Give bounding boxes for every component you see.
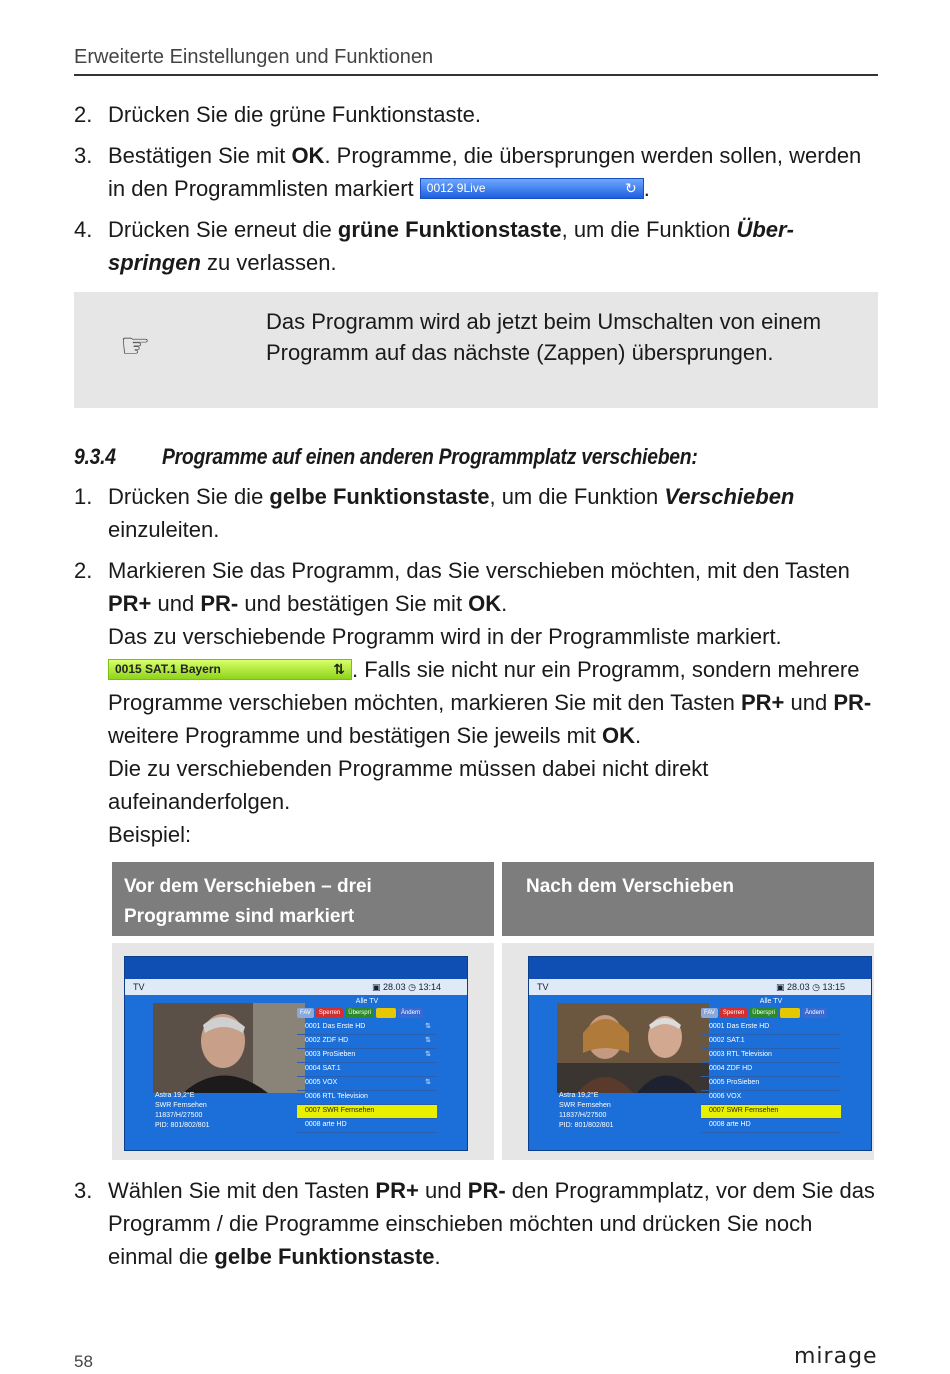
channel-name: 0004 SAT.1 — [305, 1065, 341, 1072]
info-line: Astra 19,2°E — [559, 1092, 599, 1099]
channel-name: 0008 arte HD — [305, 1121, 347, 1128]
list-buttons — [297, 1008, 437, 1018]
step-text: und — [151, 591, 201, 616]
step-text: Wählen Sie mit den Tasten — [108, 1178, 376, 1203]
bold-term: gelbe Funktionstaste — [269, 484, 490, 509]
section-number: 9.3.4 — [74, 444, 116, 469]
step-a-2 — [74, 98, 878, 131]
step-text: und bestätigen Sie mit — [238, 591, 469, 616]
list-title: Alle TV — [355, 998, 379, 1005]
step-text: Drücken Sie erneut die — [108, 217, 338, 242]
calendar-icon: ▣ — [372, 982, 381, 992]
step-b-2 — [74, 554, 878, 851]
channel-name: 0006 VOX — [709, 1093, 742, 1100]
ok-key-label: OK — [468, 591, 502, 616]
step-a-4 — [74, 213, 878, 279]
screen-clock — [372, 979, 441, 995]
bold-term: grüne Funktionstaste — [337, 217, 562, 242]
channel-name: 0001 Das Erste HD — [305, 1023, 366, 1030]
step-text: . — [643, 176, 650, 201]
step-text: zu verlassen. — [200, 250, 337, 275]
step-text: Drücken Sie die — [108, 484, 270, 509]
channel-row[interactable] — [297, 1021, 437, 1035]
move-mark-icon: ⇅ — [425, 1079, 431, 1086]
channel-row[interactable] — [297, 1119, 437, 1133]
step-text: den Programmplatz, vor dem Sie das Programm / die Programme einschieben möchten und drücken Sie noch einmal die — [108, 1178, 875, 1269]
skip-icon: ↻ — [625, 179, 637, 196]
list-title: Alle TV — [759, 998, 783, 1005]
channel-row[interactable] — [701, 1077, 841, 1091]
step-number: 3. — [74, 143, 93, 168]
step-text: Bestätigen Sie mit — [108, 143, 292, 168]
list-rows — [701, 1021, 841, 1133]
list-function-button[interactable]: Sperren — [720, 1008, 747, 1018]
clock-icon: ◷ — [812, 982, 820, 992]
running-header: Erweiterte Einstellungen und Funktionen — [74, 46, 434, 68]
channel-row[interactable] — [297, 1049, 437, 1063]
tv-label: TV — [537, 982, 549, 992]
ok-key-label: OK — [602, 723, 636, 748]
screenshot-after-frame — [502, 943, 874, 1160]
step-number: 2. — [74, 558, 93, 583]
channel-row[interactable] — [701, 1035, 841, 1049]
channel-name: 0004 ZDF HD — [709, 1065, 753, 1072]
bold-term: gelbe Funktionstaste — [214, 1244, 435, 1269]
channel-row[interactable] — [297, 1105, 437, 1119]
screenshot-before — [124, 956, 468, 1151]
channel-name: 0005 ProSieben — [709, 1079, 760, 1086]
step-text: . — [434, 1244, 441, 1269]
pr-plus-key: PR+ — [375, 1178, 419, 1203]
channel-row[interactable] — [701, 1049, 841, 1063]
channel-name: 0001 Das Erste HD — [709, 1023, 770, 1030]
clock-icon: ◷ — [408, 982, 416, 992]
header-rule — [74, 74, 878, 76]
screenshot-after — [528, 956, 872, 1151]
channel-row[interactable] — [297, 1063, 437, 1077]
tv-preview-image — [153, 1003, 305, 1093]
info-line: 11837/H/27500 — [155, 1112, 203, 1119]
pr-plus-key: PR+ — [108, 591, 152, 616]
ok-key-label: OK — [291, 143, 325, 168]
step-a-3 — [74, 139, 878, 205]
screen-time: 13:15 — [822, 982, 845, 992]
channel-info — [155, 1091, 210, 1131]
pr-minus-key: PR- — [833, 690, 872, 715]
step-number: 2. — [74, 102, 93, 127]
step-number: 4. — [74, 217, 93, 242]
step-text: . — [501, 591, 508, 616]
channel-name: 0007 SWR Fernsehen — [709, 1107, 779, 1114]
channel-name: 0007 SWR Fernsehen — [305, 1107, 375, 1114]
list-function-button[interactable]: Ändern — [398, 1008, 423, 1018]
function-name: Über-springen — [108, 217, 794, 275]
step-text: , um die Funktion — [489, 484, 665, 509]
step-b-1 — [74, 480, 878, 546]
info-line: PID: 801/802/801 — [155, 1122, 210, 1129]
screen-date: 28.03 — [787, 982, 810, 992]
channel-name: 0002 ZDF HD — [305, 1037, 349, 1044]
step-text: weitere Programme und bestätigen Sie jeweils mit — [108, 723, 603, 748]
function-name: Verschieben — [664, 484, 795, 509]
info-line: Astra 19,2°E — [155, 1092, 195, 1099]
pr-minus-key: PR- — [467, 1178, 506, 1203]
note-text: Das Programm wird ab jetzt beim Umschalten von einem Programm auf das nächste (Zappen) übersprungen. — [266, 309, 822, 365]
info-line: PID: 801/802/801 — [559, 1122, 614, 1129]
step-c-3 — [74, 1174, 878, 1273]
caption-before: Vor dem Verschieben – drei Programme sind markiert — [112, 862, 494, 936]
move-arrows-icon: ⇅ — [333, 660, 345, 677]
chip-label: 0015 SAT.1 Bayern — [115, 661, 221, 676]
page-number: 58 — [74, 1352, 93, 1371]
channel-row[interactable] — [701, 1091, 841, 1105]
step-text: , um die Funktion — [561, 217, 737, 242]
note-box — [74, 292, 878, 408]
pointing-hand-icon: ☞ — [120, 327, 151, 365]
channel-row[interactable] — [297, 1035, 437, 1049]
list-function-button[interactable]: FAV — [297, 1008, 314, 1018]
pr-minus-key: PR- — [200, 591, 239, 616]
moving-channel-chip — [108, 659, 352, 680]
screen-status-bar — [125, 979, 467, 995]
screen-time: 13:14 — [418, 982, 441, 992]
channel-name: 0002 SAT.1 — [709, 1037, 745, 1044]
section-title: Programme auf einen anderen Programmplatz verschieben: — [162, 444, 698, 469]
calendar-icon: ▣ — [776, 982, 785, 992]
info-line: SWR Fernsehen — [155, 1102, 207, 1109]
step-number: 3. — [74, 1178, 93, 1203]
channel-row[interactable] — [701, 1021, 841, 1035]
section-heading — [74, 444, 698, 470]
move-mark-icon: ⇅ — [425, 1051, 431, 1058]
info-line: 11837/H/27500 — [559, 1112, 607, 1119]
screen-clock — [776, 979, 845, 995]
skipped-channel-chip — [420, 178, 644, 199]
channel-row[interactable] — [297, 1091, 437, 1105]
step-text: . — [635, 723, 642, 748]
channel-name: 0008 arte HD — [709, 1121, 751, 1128]
channel-row[interactable] — [701, 1105, 841, 1119]
example-label: Beispiel: — [108, 822, 192, 847]
list-function-button[interactable] — [376, 1008, 396, 1018]
step-text: und — [418, 1178, 468, 1203]
channel-row[interactable] — [297, 1077, 437, 1091]
step-text: Markieren Sie das Programm, das Sie verschieben möchten, mit den Tasten — [108, 558, 850, 583]
tv-label: TV — [133, 982, 145, 992]
step-text: Die zu verschiebenden Programme müssen dabei nicht direkt aufeinanderfolgen. — [108, 756, 709, 814]
step-text: einzuleiten. — [108, 517, 220, 542]
step-text: . Falls sie nicht nur ein Programm, sondern mehrere Programme verschieben möchten, markieren Sie mit den Tasten — [108, 657, 860, 715]
channel-name: 0005 VOX — [305, 1079, 338, 1086]
channel-name: 0003 ProSieben — [305, 1051, 356, 1058]
channel-name: 0006 RTL Television — [305, 1093, 368, 1100]
step-number: 1. — [74, 484, 93, 509]
channel-row[interactable] — [701, 1063, 841, 1077]
list-function-button[interactable]: Überspri — [749, 1008, 778, 1018]
screen-top-band — [125, 957, 467, 979]
list-buttons — [701, 1008, 841, 1018]
screen-top-band — [529, 957, 871, 979]
channel-list — [701, 997, 841, 1133]
chip-label: 0012 9Live — [426, 180, 486, 195]
screenshot-before-frame — [112, 943, 494, 1160]
step-text: Das zu verschiebende Programm wird in der Programmliste markiert. — [108, 624, 782, 649]
list-function-button[interactable]: Ändern — [802, 1008, 827, 1018]
move-mark-icon: ⇅ — [425, 1037, 431, 1044]
step-text: . Programme, die übersprungen werden sollen, werden in den Programmlisten markiert — [108, 143, 862, 201]
list-function-button[interactable]: Sperren — [316, 1008, 343, 1018]
tv-preview-image — [557, 1003, 709, 1093]
channel-name: 0003 RTL Television — [709, 1051, 772, 1058]
screen-status-bar — [529, 979, 871, 995]
list-function-button[interactable]: Überspri — [345, 1008, 374, 1018]
pr-plus-key: PR+ — [741, 690, 785, 715]
list-function-button[interactable]: FAV — [701, 1008, 718, 1018]
list-rows — [297, 1021, 437, 1133]
screen-date: 28.03 — [383, 982, 406, 992]
channel-info — [559, 1091, 614, 1131]
caption-after: Nach dem Verschieben — [502, 862, 874, 936]
list-function-button[interactable] — [780, 1008, 800, 1018]
move-mark-icon: ⇅ — [425, 1023, 431, 1030]
channel-list — [297, 997, 437, 1133]
channel-row[interactable] — [701, 1119, 841, 1133]
step-text: und — [784, 690, 834, 715]
brand-logo: mirage — [794, 1344, 878, 1369]
info-line: SWR Fernsehen — [559, 1102, 611, 1109]
step-text: Drücken Sie die grüne Funktionstaste. — [108, 102, 481, 127]
